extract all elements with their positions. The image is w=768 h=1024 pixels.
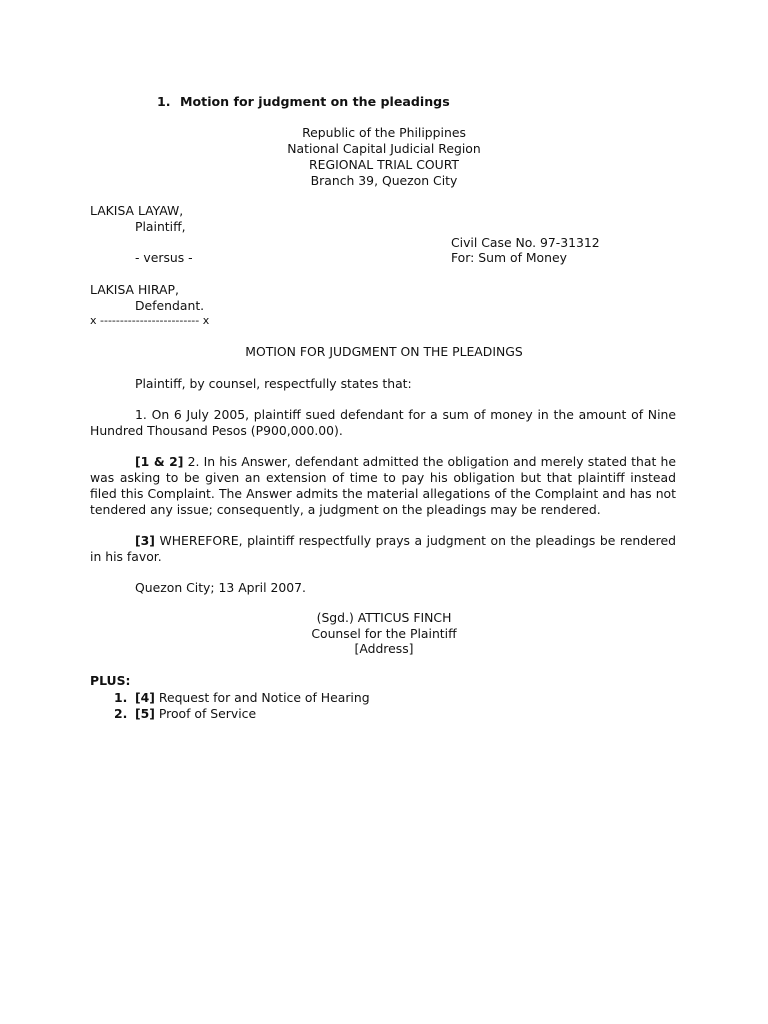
motion-title: MOTION FOR JUDGMENT ON THE PLEADINGS <box>245 344 523 359</box>
defendant-role: Defendant. <box>135 298 205 313</box>
court-line-rtc: REGIONAL TRIAL COURT <box>309 157 459 172</box>
signature-name: (Sgd.) ATTICUS FINCH <box>316 610 452 625</box>
case-number: Civil Case No. 97-31312 <box>451 235 600 250</box>
plus-item-2-number: 2. <box>114 706 128 721</box>
versus-label: - versus - <box>135 250 193 265</box>
heading-title: Motion for judgment on the pleadings <box>180 94 450 109</box>
heading-number: 1. <box>157 94 171 109</box>
signature-address: [Address] <box>354 641 414 656</box>
caption-separator: x ------------------------- x <box>90 314 210 327</box>
paragraph-2 <box>90 454 676 518</box>
court-line-region: National Capital Judicial Region <box>287 141 481 156</box>
paragraph-2-text: 2. In his Answer, defendant admitted the obligation and merely stated that he was asking to be given an extension of time to pay his obligation but that plaintiff instead filed this Complaint. The Answer admits the material allegations of the Complaint and has not tendered any issue; consequently, a judgment on the pleadings may be rendered. <box>90 454 676 517</box>
paragraph-3-marker: [3] <box>135 533 155 548</box>
plaintiff-name: LAKISA LAYAW, <box>90 203 184 218</box>
plus-item-1 <box>135 690 370 705</box>
date-line: Quezon City; 13 April 2007. <box>135 580 306 595</box>
plaintiff-role: Plaintiff, <box>135 219 186 234</box>
paragraph-2-marker: [1 & 2] <box>135 454 184 469</box>
paragraph-3-text: WHEREFORE, plaintiff respectfully prays a judgment on the pleadings be rendered in his favor. <box>90 533 676 564</box>
intro-statement: Plaintiff, by counsel, respectfully states that: <box>135 376 412 391</box>
plus-item-2-text: Proof of Service <box>154 706 257 721</box>
court-line-branch: Branch 39, Quezon City <box>310 173 458 188</box>
signature-title: Counsel for the Plaintiff <box>311 626 457 641</box>
plus-item-2 <box>135 706 256 721</box>
paragraph-3 <box>90 533 676 565</box>
court-line-republic: Republic of the Philippines <box>302 125 466 140</box>
plus-item-1-marker: [4] <box>135 690 155 705</box>
plus-item-2-marker: [5] <box>135 706 155 721</box>
paragraph-1 <box>90 407 676 439</box>
defendant-name: LAKISA HIRAP, <box>90 282 179 297</box>
case-subject: For: Sum of Money <box>451 250 567 265</box>
plus-item-1-number: 1. <box>114 690 128 705</box>
paragraph-1-text: 1. On 6 July 2005, plaintiff sued defendant for a sum of money in the amount of Nine Hundred Thousand Pesos (P900,000.00). <box>90 407 676 438</box>
plus-item-1-text: Request for and Notice of Hearing <box>154 690 370 705</box>
plus-label: PLUS: <box>90 673 131 688</box>
